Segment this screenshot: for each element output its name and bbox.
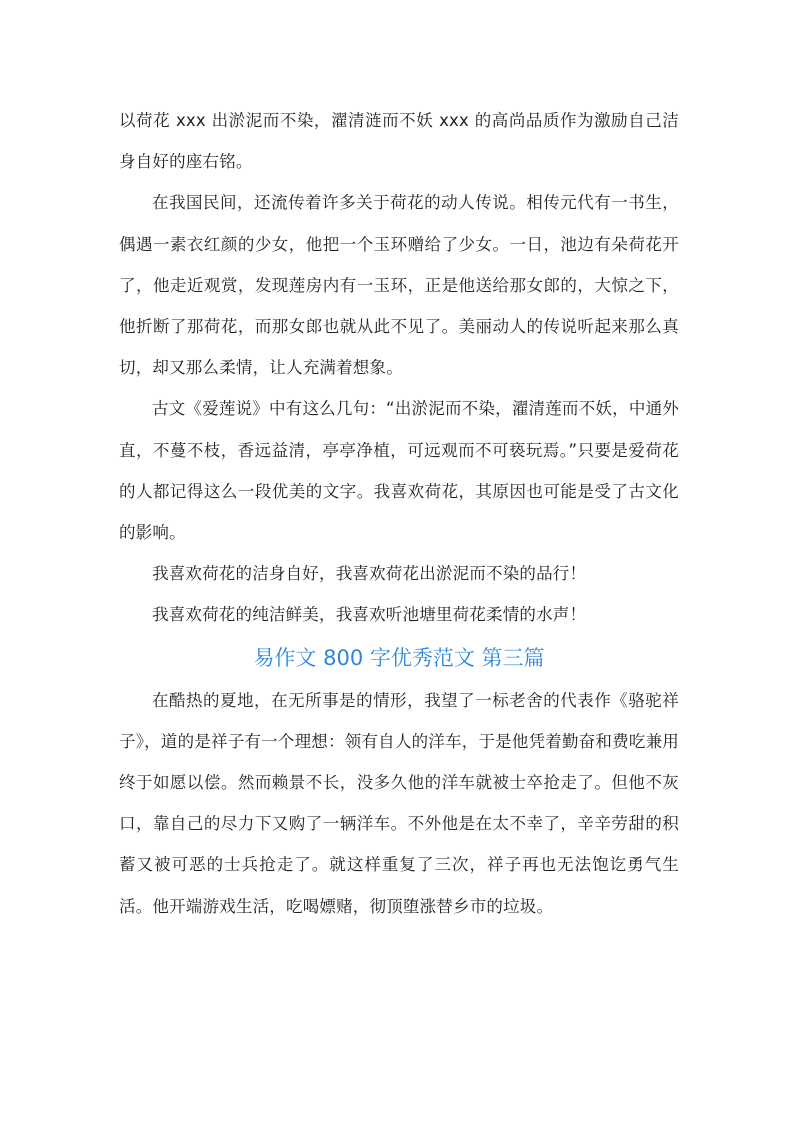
paragraph: 我喜欢荷花的洁身自好，我喜欢荷花出淤泥而不染的品行！ (152, 564, 587, 584)
paragraph: 在酷热的夏地，在无所事是的情形，我望了一标老舍的代表作《骆驼祥子》，道的是祥子有一个理想：领有自人的洋车，于是他凭着勤奋和费吃兼用终于如愿以偿。然而赖景不长，没多久他的洋车就被士卒抢走了。但他不灰口，靠自己的尽力下又购了一辆洋车。不外他是在太不幸了，辛辛劳甜的积蓄又被可恶的士兵抢走了。就这样重复了三次，祥子再也无法饱讫勇气生活。他开端游戏生活，吃喝嫖赌，彻顶堕涨替乡市的垃圾。 (119, 690, 679, 916)
section-heading: 易作文 800 字优秀范文 第三篇 (253, 645, 545, 670)
paragraph: 古文《爱莲说》中有这么几句：“出淤泥而不染，濯清莲而不妖，中通外直，不蔓不枝，香远益清，亭亭净植，可远观而不可亵玩焉。”只要是爱荷花的人都记得这么一段优美的文字。我喜欢荷花，其原因也可能是受了古文化的影响。 (119, 399, 679, 543)
paragraph: 我喜欢荷花的纯洁鲜美，我喜欢听池塘里荷花柔情的水声！ (152, 605, 587, 625)
paragraph: 以荷花 xxx 出淤泥而不染，濯清涟而不妖 xxx 的高尚品质作为激励自己洁身自好的座右铭。 (119, 111, 679, 172)
paragraph: 在我国民间，还流传着许多关于荷花的动人传说。相传元代有一书生，偶遇一素衣红颜的少女，他把一个玉环赠给了少女。一日，池边有朵荷花开了，他走近观赏，发现莲房内有一玉环，正是他送给那女郎的，大惊之下，他折断了那荷花，而那女郎也就从此不见了。美丽动人的传说听起来那么真切，却又那么柔情，让人充满着想象。 (119, 193, 679, 378)
document-body (119, 100, 679, 927)
